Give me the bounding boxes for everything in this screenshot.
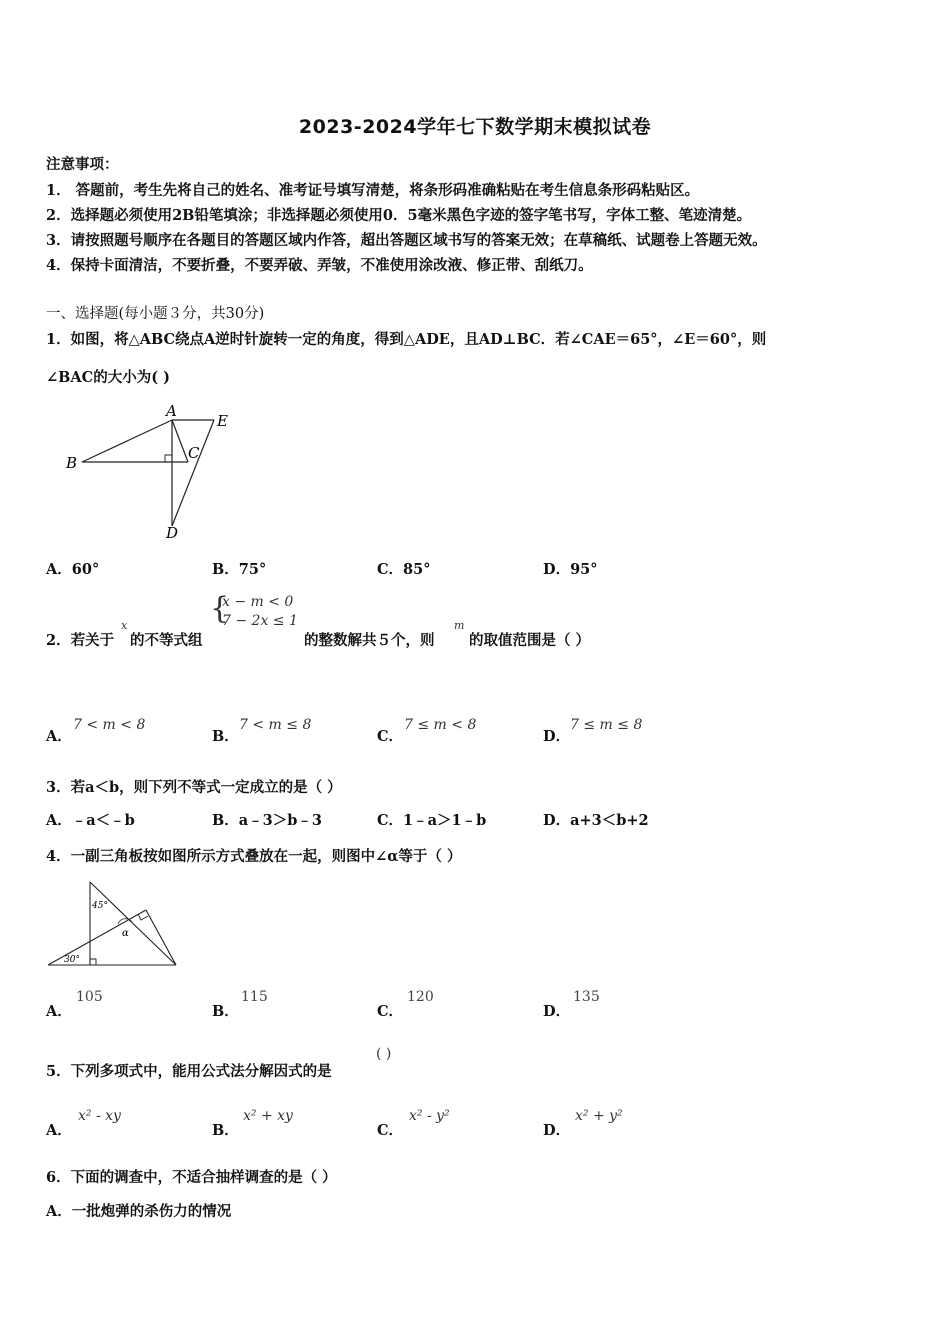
- q3-option-c[interactable]: C．1﹣a＞1﹣b: [377, 812, 487, 829]
- q2-option-d-value: 7 ≤ m ≤ 8: [570, 717, 643, 733]
- label-45: 45°: [92, 901, 108, 911]
- brace-symbol: {: [210, 591, 230, 626]
- q5-option-c-value: x² - y²: [409, 1108, 450, 1124]
- q4-option-a[interactable]: A．: [46, 1003, 72, 1020]
- q2-stem-part2: 的不等式组: [130, 632, 203, 649]
- label-a: A: [166, 402, 177, 420]
- notice-heading: 注意事项：: [46, 156, 119, 173]
- segment-ab: [82, 420, 172, 462]
- notice-item-2: 2．选择题必须使用2B铅笔填涂；非选择题必须使用0．5毫米黑色字迹的签字笔书写，字体工整、笔迹清楚。: [46, 207, 752, 224]
- system-row-1: x − m < 0: [222, 594, 294, 610]
- q3-option-a[interactable]: A．﹣a＜﹣b: [46, 812, 135, 829]
- q2-inequality-system: [210, 592, 310, 632]
- q3-option-b[interactable]: B．a﹣3＞b﹣3: [212, 812, 322, 829]
- q2-option-a[interactable]: A．: [46, 728, 72, 745]
- notice-item-1: 1． 答题前，考生先将自己的姓名、准考证号填写清楚，将条形码准确粘贴在考生信息条形码粘贴区。: [46, 182, 700, 199]
- label-c: C: [188, 444, 200, 462]
- q5-option-a[interactable]: A．: [46, 1122, 72, 1139]
- q4-stem: 4．一副三角板按如图所示方式叠放在一起，则图中∠α等于（ ）: [46, 848, 462, 865]
- q1-stem-line2: ∠BAC的大小为( ): [46, 369, 170, 386]
- q3-stem: 3．若a＜b，则下列不等式一定成立的是（ ）: [46, 779, 342, 796]
- q1-figure: [62, 398, 242, 543]
- q2-option-c[interactable]: C．: [377, 728, 404, 745]
- q2-option-d[interactable]: D．: [543, 728, 571, 745]
- label-alpha: α: [122, 928, 129, 939]
- notice-item-3: 3．请按照题号顺序在各题目的答题区域内作答，超出答题区域书写的答案无效；在草稿纸、试题卷上答题无效。: [46, 232, 767, 249]
- q4-option-b-value: 115: [241, 989, 268, 1005]
- right-angle-mark: [165, 455, 172, 462]
- q6-option-a[interactable]: A．一批炮弹的杀伤力的情况: [46, 1203, 232, 1220]
- q2-stem-part4: 的取值范围是（ ）: [469, 632, 591, 649]
- q2-stem-part3: 的整数解共５个，则: [304, 632, 435, 649]
- q1-option-c[interactable]: C．85°: [377, 561, 431, 578]
- hypotenuse-45: [90, 882, 176, 965]
- system-row-2: 7 − 2x ≤ 1: [222, 613, 298, 629]
- q5-option-d-value: x² + y²: [575, 1108, 623, 1124]
- q5-option-b-value: x² + xy: [243, 1108, 293, 1124]
- short-leg: [146, 910, 176, 965]
- q5-option-a-value: x² - xy: [78, 1108, 121, 1124]
- label-d: D: [166, 524, 179, 542]
- segment-ac: [172, 420, 188, 462]
- q5-stem: 5．下列多项式中，能用公式法分解因式的是: [46, 1063, 332, 1080]
- q3-option-d[interactable]: D．a+3＜b+2: [543, 812, 649, 829]
- q5-option-c[interactable]: C．: [377, 1122, 404, 1139]
- q2-option-b[interactable]: B．: [212, 728, 239, 745]
- q4-option-c-value: 120: [407, 989, 434, 1005]
- q2-option-c-value: 7 ≤ m < 8: [404, 717, 477, 733]
- label-30: 30°: [64, 955, 80, 965]
- right-angle-mark-2: [138, 914, 148, 920]
- q4-option-a-value: 105: [76, 989, 103, 1005]
- q4-option-d-value: 135: [573, 989, 600, 1005]
- page-title: 2023-2024学年七下数学期末模拟试卷: [298, 116, 652, 138]
- hypotenuse-30: [48, 910, 146, 965]
- q5-option-d[interactable]: D．: [543, 1122, 571, 1139]
- q6-stem: 6．下面的调查中，不适合抽样调查的是（ ）: [46, 1169, 337, 1186]
- q1-stem-line1: 1．如图，将△ABC绕点A逆时针旋转一定的角度，得到△ADE，且AD⊥BC．若∠CAE＝65°，∠E＝60°，则: [46, 331, 767, 348]
- q2-option-b-value: 7 < m ≤ 8: [239, 717, 312, 733]
- q2-stem-part1: 2．若关于: [46, 632, 115, 649]
- q2-var-m: m: [454, 619, 465, 632]
- q5-paren: ( ): [376, 1046, 392, 1062]
- notice-item-4: 4．保持卡面清洁，不要折叠，不要弄破、弄皱，不准使用涂改液、修正带、刮纸刀。: [46, 257, 593, 274]
- q5-option-b[interactable]: B．: [212, 1122, 239, 1139]
- q4-option-b[interactable]: B．: [212, 1003, 239, 1020]
- q1-option-a[interactable]: A．60°: [46, 561, 100, 578]
- label-b: B: [66, 454, 78, 472]
- section-heading: 一、选择题(每小题３分，共30分): [46, 306, 265, 322]
- q1-option-b[interactable]: B．75°: [212, 561, 267, 578]
- q2-option-a-value: 7 < m < 8: [73, 717, 146, 733]
- q4-option-d[interactable]: D．: [543, 1003, 571, 1020]
- q1-option-d[interactable]: D．95°: [543, 561, 598, 578]
- right-angle-mark-1: [90, 959, 96, 965]
- label-e: E: [217, 412, 228, 430]
- q2-var-x: x: [121, 619, 128, 632]
- q4-option-c[interactable]: C．: [377, 1003, 404, 1020]
- q4-figure: [46, 880, 186, 972]
